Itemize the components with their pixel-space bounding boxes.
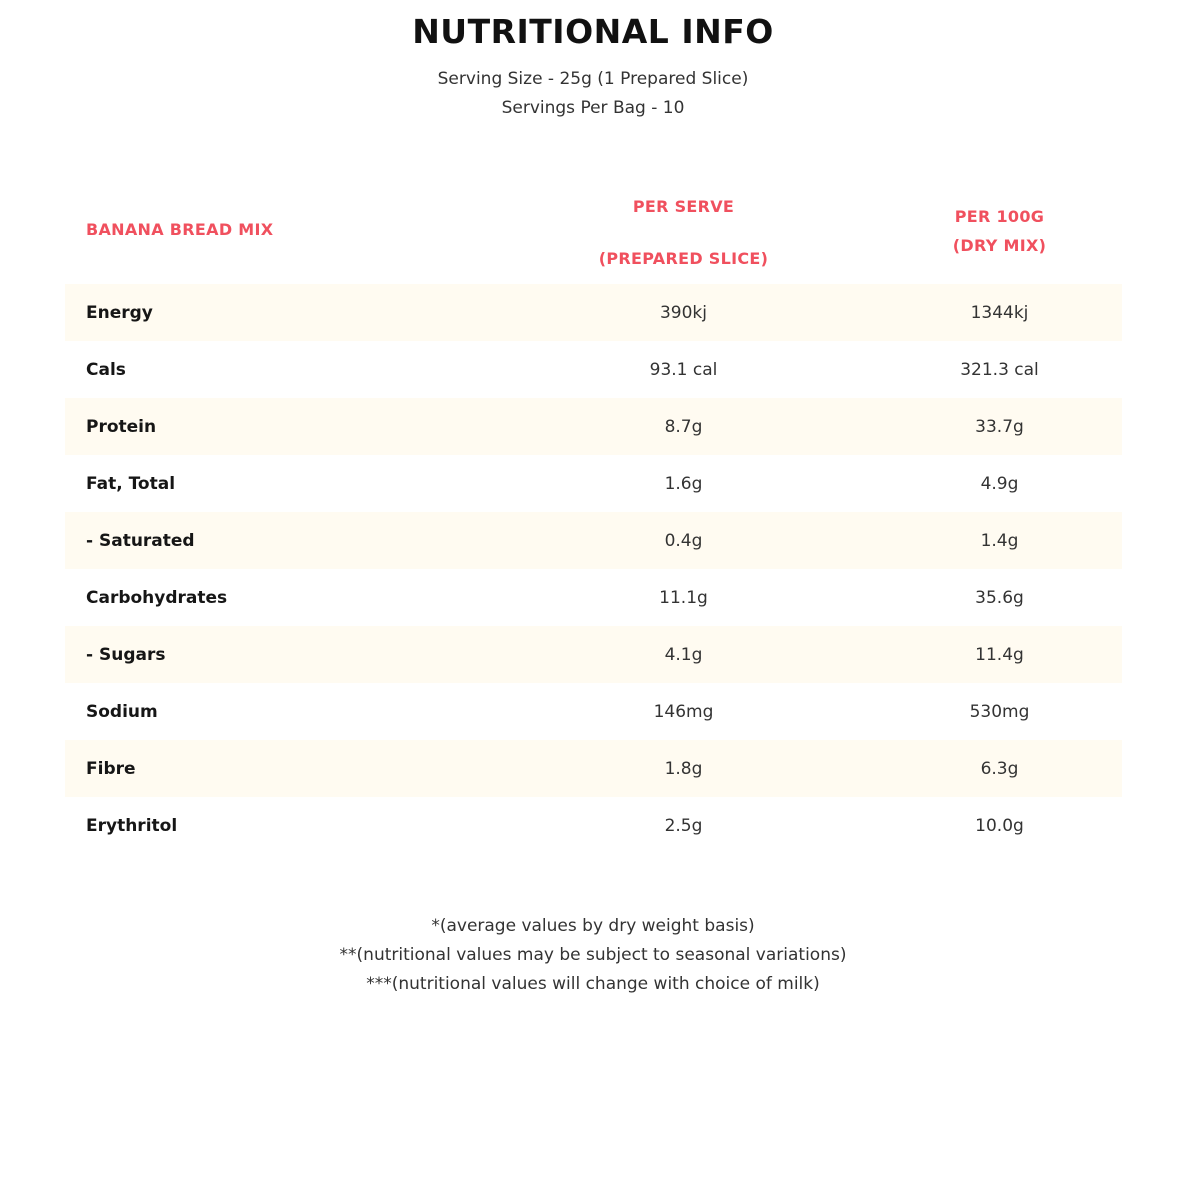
per-100g-value: 11.4g [975, 644, 1024, 665]
table-row [65, 797, 1122, 854]
footnotes [0, 912, 1186, 999]
per-100g-header-line1: PER 100G [954, 207, 1045, 226]
per-serve-value: 390kj [659, 302, 707, 323]
table-row [65, 626, 1122, 683]
per-serve-value: 146mg [653, 701, 714, 722]
nutrient-name: - Saturated [86, 530, 195, 551]
per-100g-value: 1344kj [970, 302, 1029, 323]
nutrient-name: Carbohydrates [86, 587, 228, 608]
table-row [65, 341, 1122, 398]
nutrient-name: Protein [86, 416, 157, 437]
per-100g-value: 530mg [969, 701, 1030, 722]
per-serve-value: 0.4g [664, 530, 703, 551]
nutrient-name: Fat, Total [86, 473, 176, 494]
nutrient-name: Erythritol [86, 815, 178, 836]
table-row [65, 398, 1122, 455]
per-serve-header-line2: (PREPARED SLICE) [598, 249, 769, 268]
footnote-dry-weight: *(average values by dry weight basis) [431, 916, 755, 936]
per-serve-value: 93.1 cal [649, 359, 718, 380]
table-row [65, 740, 1122, 797]
nutrient-name: Energy [86, 302, 153, 323]
serving-size: Serving Size - 25g (1 Prepared Slice) [437, 69, 749, 89]
per-100g-value: 35.6g [975, 587, 1024, 608]
servings-per-bag: Servings Per Bag - 10 [501, 98, 685, 118]
per-serve-value: 8.7g [664, 416, 703, 437]
table-header [65, 180, 1122, 284]
footnote-milk: ***(nutritional values will change with choice of milk) [366, 974, 820, 994]
per-100g-value: 321.3 cal [960, 359, 1039, 380]
table-row [65, 512, 1122, 569]
per-100g-header [842, 202, 1157, 260]
nutrient-name: - Sugars [86, 644, 166, 665]
table-row [65, 683, 1122, 740]
product-header: BANANA BREAD MIX [86, 220, 274, 239]
table-row [65, 284, 1122, 341]
per-serve-value: 2.5g [664, 815, 703, 836]
per-100g-value: 1.4g [980, 530, 1019, 551]
per-100g-value: 6.3g [980, 758, 1019, 779]
per-serve-value: 1.8g [664, 758, 703, 779]
per-serve-value: 4.1g [664, 644, 703, 665]
per-100g-header-line2: (DRY MIX) [952, 236, 1047, 255]
table-row [65, 569, 1122, 626]
footnote-seasonal: **(nutritional values may be subject to seasonal variations) [339, 945, 847, 965]
per-serve-value: 1.6g [664, 473, 703, 494]
nutrient-name: Sodium [86, 701, 158, 722]
nutrient-name: Fibre [86, 758, 136, 779]
per-100g-value: 10.0g [975, 815, 1024, 836]
per-serve-header [525, 194, 842, 272]
per-100g-value: 4.9g [980, 473, 1019, 494]
table-row [65, 455, 1122, 512]
per-serve-header-line1: PER SERVE [632, 197, 735, 216]
nutrient-name: Cals [86, 359, 126, 380]
nutrition-table [65, 180, 1122, 854]
per-100g-value: 33.7g [975, 416, 1024, 437]
page-title: NUTRITIONAL INFO [412, 12, 774, 51]
per-serve-value: 11.1g [659, 587, 708, 608]
